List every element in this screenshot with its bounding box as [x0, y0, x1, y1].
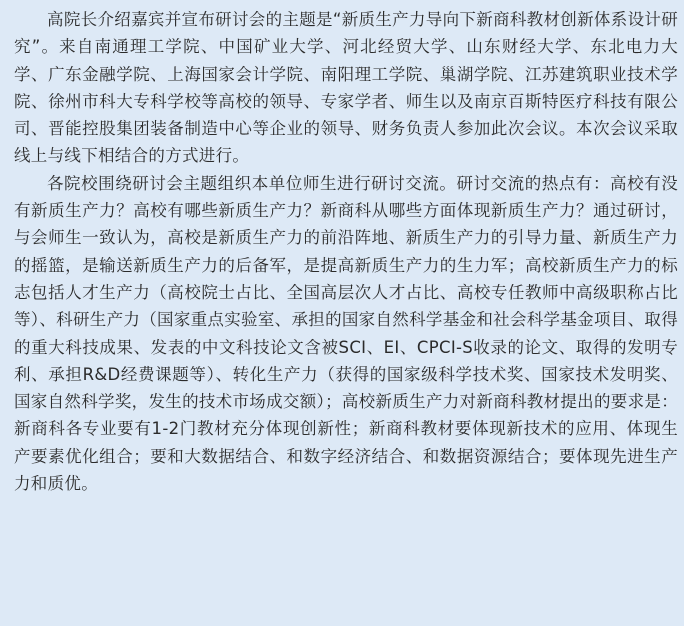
paragraph-seminar-intro: 高院长介绍嘉宾并宣布研讨会的主题是“新质生产力导向下新商科教材创新体系设计研究”。来自南通理工学院、中国矿业大学、河北经贸大学、山东财经大学、东北电力大学、广东金融学院、上海国家会计学院、南阳理工学院、巢湖学院、江苏建筑职业技术学院、徐州市科大专科学校等高校的领导、专家学者、师生以及南京百斯特医疗科技有限公司、晋能控股集团装备制造中心等企业的领导、财务负责人参加此次会议。本次会议采取线上与线下相结合的方式进行。 — [14, 10, 678, 166]
paragraph-discussion: 各院校围绕研讨会主题组织本单位师生进行研讨交流。研讨交流的热点有：高校有没有新质生产力？高校有哪些新质生产力？新商科从哪些方面体现新质生产力？通过研讨，与会师生一致认为，高校是新质生产力的前沿阵地、新质生产力的引导力量、新质生产力的摇篮，是输送新质生产力的后备军，是提高新质生产力的生力军；高校新质生产力的标志包括人才生产力（高校院士占比、全国高层次人才占比、高校专任教师中高级职称占比等）、科研生产力（国家重点实验室、承担的国家自然科学基金和社会科学基金项目、取得的重大科技成果、发表的中文科技论文含被SCI、EI、CPCI-S收录的论文、取得的发明专利、承担R&D经费课题等）、转化生产力（获得的国家级科学技术奖、国家技术发明奖、国家自然科学奖，发生的技术市场成交额）；高校新质生产力对新商科教材提出的要求是：新商科各专业要有1-2门教材充分体现创新性；新商科教材要体现新技术的应用、体现生产要素优化组合；要和大数据结合、和数字经济结合、和数据资源结合；要体现先进生产力和质优。 — [14, 173, 678, 494]
